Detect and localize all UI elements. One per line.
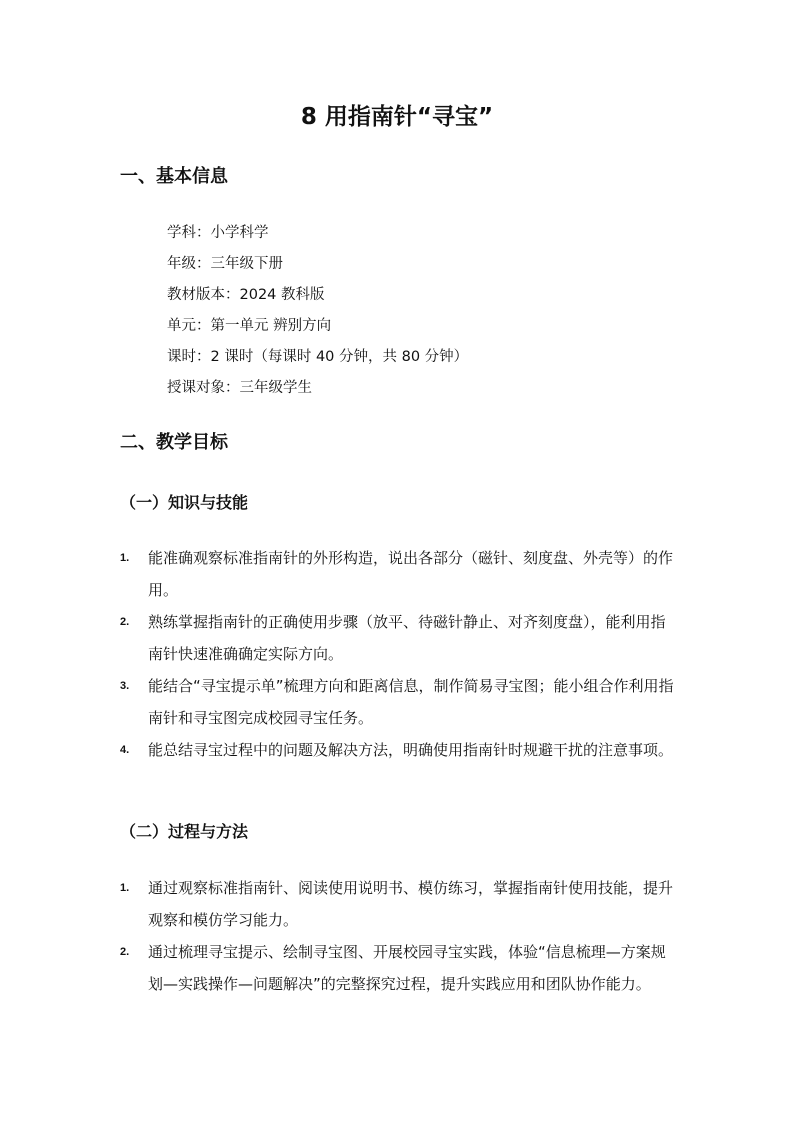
info-class-hours: 课时：2 课时（每课时 40 分钟，共 80 分钟） <box>167 349 469 365</box>
list-item <box>120 734 680 766</box>
section-heading-teaching-goals: 二、教学目标 <box>120 432 228 453</box>
list-item-number: 2. <box>120 946 130 958</box>
knowledge-skills-list <box>120 542 680 766</box>
basic-info-list <box>167 218 468 404</box>
list-item-number: 1. <box>120 552 130 564</box>
document-title: 8 用指南针“寻宝” <box>300 104 494 130</box>
info-subject: 学科：小学科学 <box>167 225 269 241</box>
list-item-text: 能准确观察标准指南针的外形构造，说出各部分（磁针、刻度盘、外壳等）的作用。 <box>148 549 674 599</box>
section-heading-basic-info: 一、基本信息 <box>120 166 228 187</box>
list-item-text: 熟练掌握指南针的正确使用步骤（放平、待磁针静止、对齐刻度盘），能利用指南针快速准确确定实际方向。 <box>148 613 666 663</box>
list-item-number: 1. <box>120 882 130 894</box>
list-item-text: 通过梳理寻宝提示、绘制寻宝图、开展校园寻宝实践，体验“信息梳理—方案规划—实践操作—问题解决”的完整探究过程，提升实践应用和团队协作能力。 <box>148 943 666 993</box>
list-item <box>120 936 680 1000</box>
list-item-text: 通过观察标准指南针、阅读使用说明书、模仿练习，掌握指南针使用技能，提升观察和模仿学习能力。 <box>148 879 674 929</box>
list-item-text: 能结合“寻宝提示单”梳理方向和距离信息，制作简易寻宝图；能小组合作利用指南针和寻宝图完成校园寻宝任务。 <box>148 677 674 727</box>
subsection-heading-process-methods: （二）过程与方法 <box>120 822 249 841</box>
info-unit: 单元：第一单元 辨别方向 <box>167 318 332 334</box>
list-item <box>120 606 680 670</box>
subsection-heading-knowledge-skills: （一）知识与技能 <box>120 493 249 512</box>
list-item-number: 3. <box>120 680 130 692</box>
list-item <box>120 542 680 606</box>
list-item-number: 4. <box>120 744 130 756</box>
list-item-text: 能总结寻宝过程中的问题及解决方法，明确使用指南针时规避干扰的注意事项。 <box>148 741 674 759</box>
process-methods-list <box>120 872 680 1000</box>
list-item <box>120 670 680 734</box>
list-item <box>120 872 680 936</box>
info-audience: 授课对象：三年级学生 <box>167 380 312 396</box>
info-textbook-edition: 教材版本：2024 教科版 <box>167 287 325 303</box>
list-item-number: 2. <box>120 616 130 628</box>
info-grade: 年级：三年级下册 <box>167 256 283 272</box>
